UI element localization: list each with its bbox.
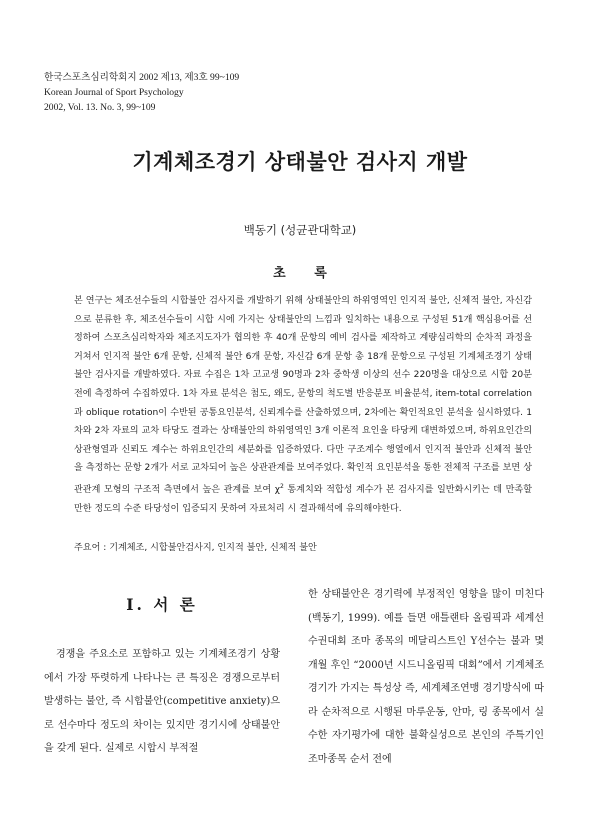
section-heading-introduction: Ⅰ. 서 론 <box>126 595 198 614</box>
intro-paragraph-right: 한 상태불안은 경기력에 부정적인 영향을 많이 미친다(백동기, 1999). 예를 들면 애틀랜타 올림픽과 세계선수권대회 조마 종목의 메달리스트인 Y선수는 불과 몇 개월 후인 “2000년 시드니올림픽 대회”에서 기계체조경기가 가지는 특성상 즉, 세계체조연맹 경기방식에 따라 순차적으로 시행된 마루운동, 안마, 링 종목에서 실수한 자기평가에 대한 불확실성으로 본인의 주특기인 조마종목 순서 전에 <box>308 589 544 765</box>
right-column <box>308 583 544 771</box>
abstract-heading: 초 록 <box>273 266 339 281</box>
journal-info <box>44 70 239 115</box>
chi-square-superscript: 2 <box>279 482 284 490</box>
left-column <box>44 585 280 761</box>
journal-line-english: Korean Journal of Sport Psychology <box>44 87 184 98</box>
author-line: 백동기 (성균관대학교) <box>243 223 357 237</box>
journal-line-volume: 2002, Vol. 13. No. 3, 99~109 <box>44 102 156 113</box>
keywords: 주요어 : 기계체조, 시합불안검사지, 인지적 불안, 신체적 불안 <box>74 543 317 553</box>
abstract-body <box>74 292 532 518</box>
intro-paragraph-left: 경쟁을 주요소로 포함하고 있는 기계체조경기 상황에서 가장 뚜렷하게 나타나는 큰 특징은 경쟁으로부터 발생하는 불안, 즉 시합불안(competitive anxiety)으로 선수마다 정도의 차이는 있지만 경기시에 상태불안을 갖게 된다. 실제로 시합시 부적절 <box>44 649 280 754</box>
journal-line-korean: 한국스포츠심리학회지 2002 제13, 제3호 99~109 <box>44 72 240 83</box>
paper-title: 기계체조경기 상태불안 검사지 개발 <box>132 150 468 174</box>
abstract-text-part1: 본 연구는 체조선수들의 시합불안 검사지를 개발하기 위해 상태불안의 하위영역인 인지적 불안, 신체적 불안, 자신감으로 분류한 후, 체조선수들이 시합 시에 가지는 상태불안의 느낌과 일치하는 내용으로 구성된 51개 핵심용어를 선정하여 스포츠심리학자와 체조지도자가 협의한 후 40개 문항의 예비 검사를 제작하고 계량심리학의 순차적 과정을 거쳐서 인지적 불안 6개 문항, 신체적 불안 6개 문항, 자신감 6개 문항 총 18개 문항으로 구성된 기계체조경기 상태불안 검사지를 개발하였다. 자료 수집은 1차 고교생 90명과 2차 중학생 이상의 선수 220명을 대상으로 시합 20분전에 측정하여 수집하였다. 1차 자료 분석은 첨도, 왜도, 문항의 척도별 반응분포 비율분석, item-total correlation과 oblique rotation이 수반된 공통요인분석, 신뢰계수를 산출하였으며, 2차에는 확인적요인 분석을 실시하였다. 1차와 2차 자료의 교차 타당도 결과는 상태불안의 하위영역인 3개 이론적 요인을 타당케 대변하였으며, 하위요인간의 상관형열과 신뢰도 계수는 하위요인간의 세분화를 입증하였다. 다만 구조계수 행열에서 인지적 불안과 신체적 불안을 측정하는 문항 2개가 서로 교차되어 높은 상관관계를 보여주었다. 확인적 요인분석을 통한 전체적 구조를 보면 상관관계 모형의 구조적 측면에서 높은 관계를 보여 χ <box>74 296 532 495</box>
abstract-text-part2: 통계치와 적합성 계수가 본 검사지를 일반화시키는 데 만족할 만한 정도의 수준 타당성이 입증되지 못하여 자료처리 시 결과해석에 유의해야한다. <box>74 484 532 514</box>
